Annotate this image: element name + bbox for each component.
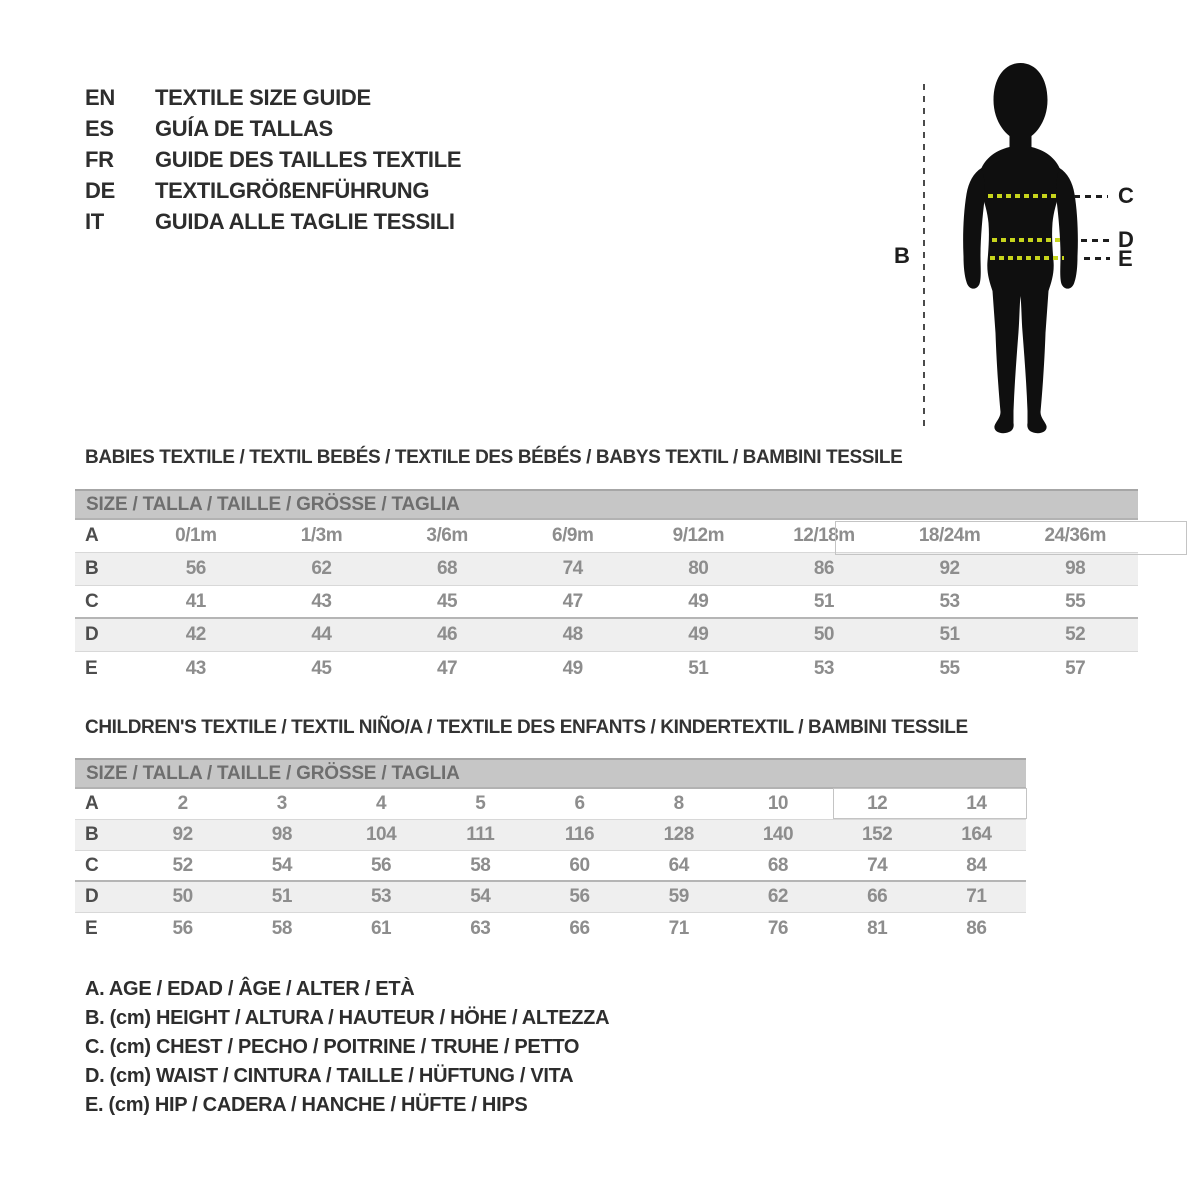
- babies-section-title: BABIES TEXTILE / TEXTIL BEBÉS / TEXTILE DES BÉBÉS / BABYS TEXTIL / BAMBINI TESSILE: [85, 447, 903, 468]
- table-cell: 128: [663, 824, 694, 845]
- row-label: B: [85, 558, 99, 579]
- table-cell: 60: [569, 854, 590, 876]
- table-cell: 49: [562, 657, 583, 679]
- table-cell: 18/24m: [918, 525, 981, 546]
- table-cell: 3/6m: [426, 525, 468, 546]
- table-cell: 62: [767, 886, 788, 907]
- table-cell: 111: [466, 824, 495, 845]
- table-cell: 41: [185, 590, 206, 612]
- language-title: GUÍA DE TALLAS: [155, 115, 333, 141]
- chest-label: C: [1118, 183, 1134, 208]
- language-code: FR: [85, 146, 114, 172]
- hip-label: E: [1118, 246, 1133, 271]
- table-cell: 68: [436, 558, 458, 579]
- chest-leader-line: [1074, 195, 1108, 198]
- table-cell: 47: [436, 657, 458, 679]
- table-cell: 12/18m: [793, 525, 855, 546]
- table-cell: 66: [867, 886, 888, 907]
- table-cell: 9/12m: [672, 525, 724, 546]
- hip-measure-dotline: [990, 256, 1064, 260]
- language-title-list: [85, 82, 461, 237]
- language-title: TEXTILE SIZE GUIDE: [155, 84, 371, 110]
- row-label: A: [85, 525, 99, 546]
- list-item: [85, 206, 461, 237]
- table-cell: 45: [436, 590, 458, 612]
- table-cell: 68: [767, 854, 788, 876]
- table-cell: 51: [271, 886, 292, 907]
- list-item: [85, 82, 461, 113]
- table-cell: 56: [569, 886, 590, 907]
- table-cell: 49: [688, 590, 709, 612]
- table-cell: 56: [172, 917, 193, 939]
- table-cell: 56: [370, 854, 392, 876]
- table-cell: 92: [939, 558, 960, 579]
- table-cell: 8: [673, 793, 684, 814]
- table-header: SIZE / TALLA / TAILLE / GRÖSSE / TAGLIA: [75, 758, 1026, 789]
- table-cell: 86: [966, 917, 987, 939]
- legend-item: B. (cm) HEIGHT / ALTURA / HAUTEUR / HÖHE / ALTEZZA: [85, 1007, 610, 1029]
- row-label: D: [85, 624, 99, 645]
- child-silhouette-icon: [948, 60, 1094, 438]
- table-cell: 49: [688, 624, 709, 645]
- legend-item: D. (cm) WAIST / CINTURA / TAILLE / HÜFTUNG / VITA: [85, 1065, 574, 1087]
- table-cell: 56: [185, 558, 206, 579]
- chest-measure-dotline: [988, 194, 1056, 198]
- table-cell: 61: [370, 917, 392, 939]
- list-item: [85, 113, 461, 144]
- list-item: [85, 144, 461, 175]
- table-row: [75, 851, 1026, 882]
- children-section-title: CHILDREN'S TEXTILE / TEXTIL NIÑO/A / TEXTILE DES ENFANTS / KINDERTEXTIL / BAMBINI TESSILE: [85, 717, 968, 738]
- legend-item: A. AGE / EDAD / ÂGE / ALTER / ETÀ: [85, 978, 415, 1000]
- language-title: GUIDE DES TAILLES TEXTILE: [155, 146, 462, 172]
- table-row: [75, 553, 1138, 586]
- table-cell: 4: [376, 793, 387, 814]
- table-cell: 52: [172, 854, 193, 876]
- table-cell: 53: [813, 657, 834, 679]
- table-row: [75, 913, 1026, 944]
- language-code: IT: [85, 208, 104, 234]
- table-cell: 140: [762, 824, 794, 845]
- table-cell: 104: [365, 824, 397, 845]
- row-label: E: [85, 657, 98, 679]
- row-label: C: [85, 854, 99, 876]
- table-cell: 76: [767, 917, 788, 939]
- table-cell: 54: [470, 886, 491, 907]
- table-cell: 46: [436, 624, 458, 645]
- children-highlight-box: [833, 788, 1027, 819]
- table-cell: 14: [966, 793, 987, 814]
- table-cell: 164: [961, 824, 992, 845]
- table-cell: 57: [1065, 657, 1086, 679]
- table-cell: 54: [271, 854, 292, 876]
- table-cell: 10: [767, 793, 788, 814]
- table-cell: 43: [185, 657, 206, 679]
- table-cell: 74: [562, 558, 583, 579]
- table-header: SIZE / TALLA / TAILLE / GRÖSSE / TAGLIA: [75, 489, 1138, 520]
- table-cell: 55: [1065, 590, 1086, 612]
- table-cell: 48: [562, 624, 583, 645]
- table-cell: 63: [470, 917, 491, 939]
- row-label: A: [85, 793, 99, 814]
- table-cell: 62: [311, 558, 332, 579]
- table-cell: 55: [939, 657, 960, 679]
- babies-highlight-box: [835, 521, 1187, 555]
- table-cell: 98: [1065, 558, 1086, 579]
- height-measure-line: [923, 84, 925, 430]
- table-cell: 86: [813, 558, 834, 579]
- table-cell: 2: [177, 793, 188, 814]
- table-cell: 52: [1065, 624, 1086, 645]
- table-cell: 45: [311, 657, 332, 679]
- table-cell: 43: [311, 590, 332, 612]
- table-cell: 53: [370, 886, 392, 907]
- table-cell: 92: [172, 824, 193, 845]
- table-cell: 71: [966, 886, 987, 907]
- measurement-legend: [85, 978, 609, 1123]
- row-label: E: [85, 917, 98, 939]
- table-row: [75, 820, 1026, 851]
- table-cell: 50: [172, 886, 193, 907]
- table-cell: 58: [470, 854, 491, 876]
- table-cell: 80: [688, 558, 709, 579]
- table-cell: 98: [271, 824, 292, 845]
- table-row: [75, 882, 1026, 913]
- table-cell: 0/1m: [175, 525, 217, 546]
- table-row: [75, 586, 1138, 619]
- table-cell: 51: [688, 657, 709, 679]
- table-row: [75, 619, 1138, 652]
- table-cell: 12: [867, 793, 888, 814]
- children-size-table: [75, 758, 1026, 944]
- table-cell: 51: [813, 590, 834, 612]
- list-item: [85, 175, 461, 206]
- table-cell: 64: [668, 854, 689, 876]
- table-cell: 1/3m: [300, 525, 343, 546]
- table-cell: 53: [939, 590, 960, 612]
- language-title: TEXTILGRÖßENFÜHRUNG: [155, 177, 430, 203]
- table-cell: 6: [574, 793, 585, 814]
- table-cell: 42: [185, 624, 206, 645]
- table-cell: 44: [311, 624, 332, 645]
- table-cell: 3: [276, 793, 287, 814]
- table-cell: 152: [862, 824, 893, 845]
- table-cell: 74: [867, 854, 888, 876]
- waist-measure-dotline: [992, 238, 1060, 242]
- table-cell: 6/9m: [552, 525, 594, 546]
- legend-item: E. (cm) HIP / CADERA / HANCHE / HÜFTE / HIPS: [85, 1094, 528, 1116]
- table-cell: 50: [813, 624, 834, 645]
- table-cell: 47: [562, 590, 583, 612]
- table-cell: 58: [271, 917, 292, 939]
- table-cell: 84: [966, 854, 987, 876]
- legend-item: C. (cm) CHEST / PECHO / POITRINE / TRUHE / PETTO: [85, 1036, 580, 1058]
- row-label: B: [85, 824, 99, 845]
- table-cell: 5: [475, 793, 486, 814]
- row-label: C: [85, 590, 99, 612]
- table-cell: 81: [867, 917, 888, 939]
- waist-leader-line: [1081, 239, 1109, 242]
- table-cell: 24/36m: [1044, 525, 1106, 546]
- table-cell: 51: [939, 624, 960, 645]
- row-label: D: [85, 886, 99, 907]
- table-cell: 59: [668, 886, 689, 907]
- waist-label: D: [1118, 227, 1134, 252]
- table-cell: 66: [569, 917, 590, 939]
- babies-size-table: [75, 489, 1138, 685]
- table-cell: 71: [668, 917, 689, 939]
- language-code: EN: [85, 84, 115, 110]
- language-code: ES: [85, 115, 114, 141]
- hip-leader-line: [1084, 257, 1110, 260]
- language-title: GUIDA ALLE TAGLIE TESSILI: [155, 208, 455, 234]
- table-cell: 116: [564, 824, 595, 845]
- language-code: DE: [85, 177, 115, 203]
- table-row: [75, 652, 1138, 685]
- height-label: B: [894, 243, 910, 268]
